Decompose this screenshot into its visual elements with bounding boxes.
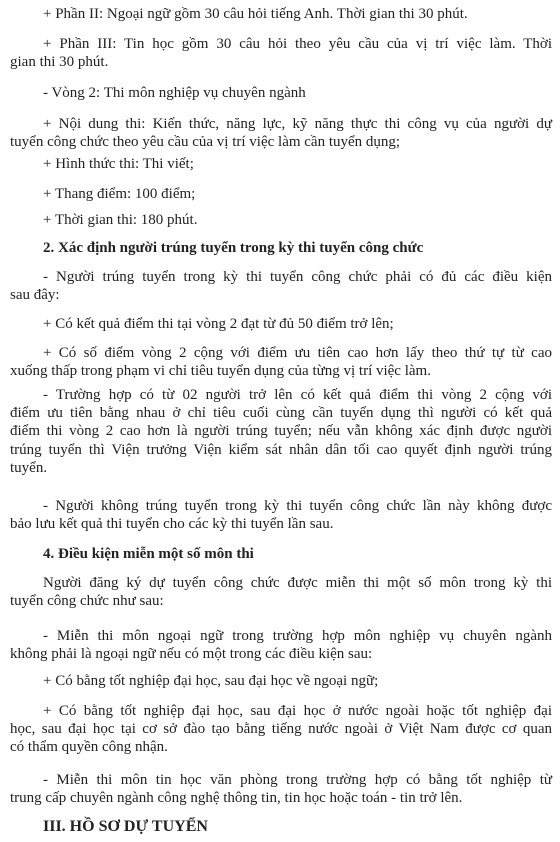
round-2: - Vòng 2: Thi môn nghiệp vụ chuyên ngành — [43, 85, 306, 101]
fl-condition-2-line-2: học, sau đại học tại cơ sở đào tạo bằng tiếng nước ngoài ở Việt Nam được cơ quan — [10, 721, 552, 737]
exam-part-3-line-2: gian thi 30 phút. — [10, 54, 109, 70]
not-reserved-line-2: bảo lưu kết quả thi tuyển cho các kỳ thi tuyển lần sau. — [10, 516, 334, 532]
content-line-2: tuyển công chức theo yêu cầu của vị trí việc làm cần tuyển dụng; — [10, 134, 401, 150]
fl-condition-1: + Có bằng tốt nghiệp đại học, sau đại học về ngoại ngữ; — [43, 673, 379, 689]
tie-case-line-5: tuyển. — [10, 460, 48, 476]
condition-2-line-2: xuống thấp trong phạm vi chỉ tiêu tuyển dụng của từng vị trí việc làm. — [10, 363, 431, 379]
exam-format: + Hình thức thi: Thi viết; — [43, 156, 194, 172]
fl-condition-2-line-1: + Có bằng tốt nghiệp đại học, sau đại học ở nước ngoài hoặc tốt nghiệp đại — [43, 703, 552, 719]
section-4-heading: 4. Điều kiện miễn một số môn thi — [43, 546, 254, 562]
section-III-heading: III. HỒ SƠ DỰ TUYỂN — [43, 818, 208, 835]
section-2-heading: 2. Xác định người trúng tuyển trong kỳ thi tuyển công chức — [43, 240, 424, 256]
exam-scale: + Thang điểm: 100 điểm; — [43, 186, 196, 202]
conditions-intro-line-1: - Người trúng tuyển trong kỳ thi tuyển công chức phải có đủ các điều kiện — [43, 269, 552, 285]
tie-case-line-3: điểm thi vòng 2 cao hơn là người trúng tuyển; nếu vẫn không xác định được người — [10, 423, 552, 439]
exam-part-2: + Phần II: Ngoại ngữ gồm 30 câu hỏi tiếng Anh. Thời gian thi 30 phút. — [43, 6, 468, 22]
exemption-intro-line-2: tuyển công chức như sau: — [10, 593, 164, 609]
it-exemption-line-1: - Miễn thi môn tin học văn phòng trong trường hợp có bằng tốt nghiệp từ — [43, 772, 552, 788]
fl-condition-2-line-3: có thẩm quyền công nhận. — [10, 739, 168, 755]
content-line-1: + Nội dung thi: Kiến thức, năng lực, kỹ năng thực thi công vụ của người dự — [43, 116, 552, 132]
tie-case-line-1: - Trường hợp có từ 02 người trở lên có kết quả điểm thi vòng 2 cộng với — [43, 387, 552, 403]
tie-case-line-2: điểm ưu tiên bằng nhau ở chỉ tiêu cuối cùng cần tuyển dụng thì người có kết quả — [10, 405, 552, 421]
exemption-intro-line-1: Người đăng ký dự tuyển công chức được miễn thi một số môn trong kỳ thi — [43, 575, 552, 591]
foreign-language-exemption-line-2: không phải là ngoại ngữ nếu có một trong các điều kiện sau: — [10, 646, 373, 662]
foreign-language-exemption-line-1: - Miễn thi môn ngoại ngữ trong trường hợp môn nghiệp vụ chuyên ngành — [43, 628, 552, 644]
conditions-intro-line-2: sau đây: — [10, 287, 60, 303]
it-exemption-line-2: trung cấp chuyên ngành công nghệ thông tin, tin học hoặc toán - tin trở lên. — [10, 790, 463, 806]
condition-1: + Có kết quả điểm thi tại vòng 2 đạt từ đủ 50 điểm trở lên; — [43, 316, 394, 332]
tie-case-line-4: trúng tuyển thì Viện trưởng Viện kiểm sát nhân dân tối cao quyết định người trúng — [10, 442, 552, 458]
condition-2-line-1: + Có số điểm vòng 2 cộng với điểm ưu tiên cao hơn lấy theo thứ tự từ cao — [43, 345, 552, 361]
exam-duration: + Thời gian thi: 180 phút. — [43, 212, 198, 228]
exam-part-3-line-1: + Phần III: Tin học gồm 30 câu hỏi theo yêu cầu của vị trí việc làm. Thời — [43, 36, 552, 52]
not-reserved-line-1: - Người không trúng tuyển trong kỳ thi tuyển công chức lần này không được — [43, 498, 552, 514]
